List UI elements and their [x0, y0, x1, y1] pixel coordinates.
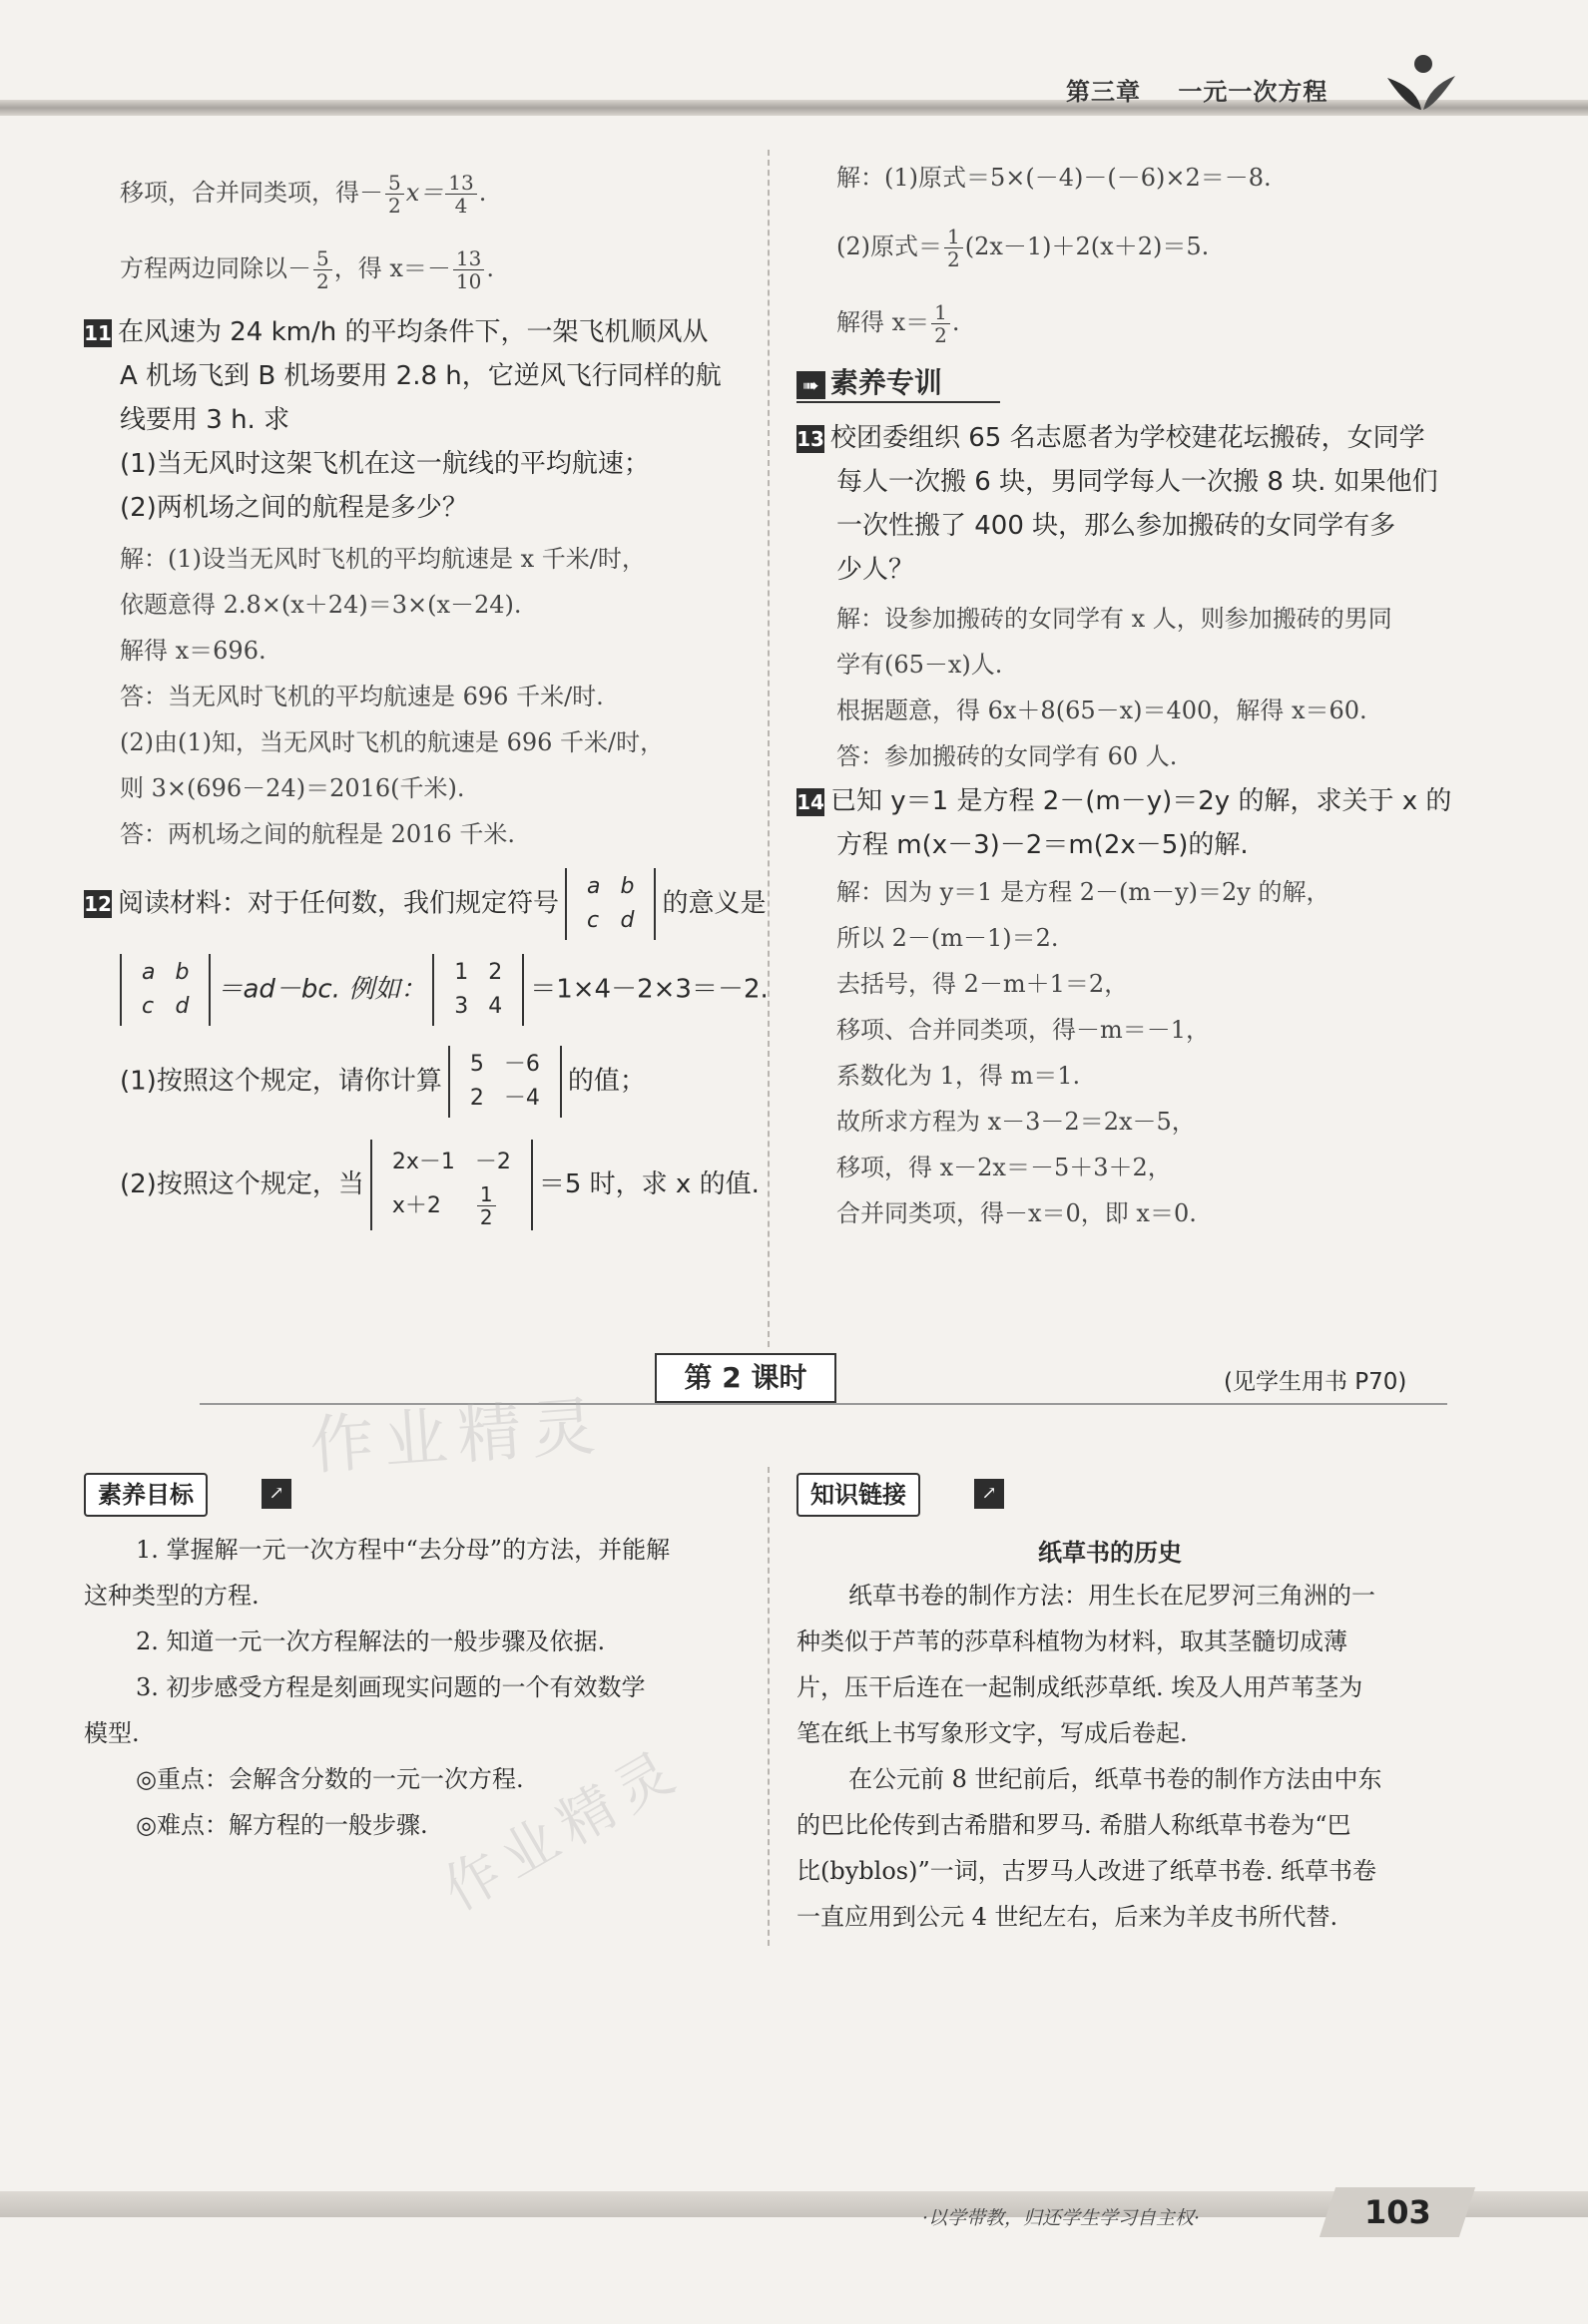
- goal-item: 模型.: [84, 1719, 140, 1747]
- solution-line: 方程两边同除以－ $\frac{5}{2}$ ，得 x＝－ $\frac{13}{10}$ .: [120, 246, 494, 293]
- paragraph-line: 在公元前 8 世纪前后，纸草书卷的制作方法由中东: [848, 1765, 1382, 1793]
- goal-item: 1. 掌握解一元一次方程中“去分母”的方法，并能解: [136, 1536, 671, 1564]
- arrow-corner-icon: ↗: [974, 1479, 1004, 1509]
- question-text: 线要用 3 h. 求: [120, 405, 290, 435]
- solution-line: 所以 2－(m－1)＝2.: [836, 924, 1059, 952]
- goals-list: [84, 1527, 743, 1848]
- paragraph-line: 片，压干后连在一起制成纸莎草纸. 埃及人用芦苇茎为: [796, 1673, 1363, 1701]
- solution-line: 答：参加搬砖的女同学有 60 人.: [836, 742, 1178, 770]
- arrow-corner-icon: ↗: [262, 1479, 291, 1509]
- question-number-badge: 12: [84, 892, 112, 916]
- question-text: 一次性搬了 400 块，那么参加搬砖的女同学有多: [836, 511, 1396, 541]
- question-text: 方程 m(x－3)－2＝m(2x－5)的解.: [836, 830, 1249, 860]
- watermark: 作业精灵: [432, 1735, 694, 1925]
- question-13: 13 校团委组织 65 名志愿者为学校建花坛搬砖，女同学: [796, 423, 1425, 453]
- solution-line: 答：当无风时飞机的平均航速是 696 千米/时.: [120, 683, 604, 710]
- solution-line: 解得 x＝ $\frac{1}{2}$ .: [836, 300, 960, 347]
- determinant-symbol: a b c d: [565, 868, 656, 940]
- paragraph-line: 比(byblos)”一词，古罗马人改进了纸草书卷. 纸草书卷: [796, 1857, 1376, 1885]
- solution-line: (2)原式＝ $\frac{1}{2}$ (2x－1)＋2(x＋2)＝5.: [836, 225, 1210, 271]
- solution-line: 系数化为 1，得 m＝1.: [836, 1062, 1081, 1090]
- column-divider-lower: [768, 1467, 770, 1946]
- goals-tag: 素养目标: [84, 1473, 208, 1517]
- solution-line: (2)由(1)知，当无风时飞机的航速是 696 千米/时，: [120, 728, 665, 756]
- solution-line: 学有(65－x)人.: [836, 651, 1003, 679]
- solution-line: 依题意得 2.8×(x＋24)＝3×(x－24).: [120, 591, 522, 619]
- knowledge-tag: 知识链接: [796, 1473, 920, 1517]
- footer-motto: ·以学带教，归还学生学习自主权·: [922, 2207, 1201, 2229]
- sub-question: (1)按照这个规定，请你计算 5 －6 2 －4 的值；: [120, 1046, 646, 1118]
- question-number-badge: 11: [84, 320, 112, 345]
- difficult-point: ◎难点：解方程的一般步骤.: [136, 1811, 428, 1839]
- paragraph-line: 的巴比伦传到古希腊和罗马. 希腊人称纸草书卷为“巴: [796, 1811, 1351, 1839]
- leaf-logo-icon: [1377, 48, 1457, 118]
- arrow-right-icon: ➠: [796, 371, 825, 399]
- student-book-reference: (见学生用书 P70): [1224, 1369, 1407, 1395]
- solution-line: 合并同类项，得－x＝0，即 x＝0.: [836, 1199, 1197, 1227]
- solution-line: 移项、合并同类项，得－m＝－1，: [836, 1016, 1211, 1044]
- solution-line: 去括号，得 2－m＋1＝2，: [836, 970, 1129, 998]
- solution-line: 答：两机场之间的航程是 2016 千米.: [120, 820, 515, 848]
- solution-line: 故所求方程为 x－3－2＝2x－5，: [836, 1108, 1196, 1136]
- question-text: 少人？: [836, 555, 915, 585]
- question-14: 14 已知 y＝1 是方程 2－(m－y)＝2y 的解，求关于 x 的: [796, 786, 1452, 816]
- question-12: 12 阅读材料：对于任何数，我们规定符号 a b c d 的意义是: [84, 868, 766, 940]
- section-header: ➠ 素养专训: [796, 361, 1000, 403]
- lesson-title: 第 2 课时: [655, 1353, 836, 1403]
- determinant-definition: a b c d ＝ad－bc. 例如： 1 2 3 4 ＝1×4－2×3＝－2.: [120, 954, 769, 1026]
- paragraph-line: 一直应用到公元 4 世纪左右，后来为羊皮书所代替.: [796, 1903, 1338, 1931]
- knowledge-text: [796, 1573, 1455, 1940]
- paragraph-line: 纸草书卷的制作方法：用生长在尼罗河三角洲的一: [848, 1582, 1375, 1610]
- solution-line: 解得 x＝696.: [120, 637, 266, 665]
- goal-item: 这种类型的方程.: [84, 1582, 260, 1610]
- sub-question: (1)当无风时这架飞机在这一航线的平均航速；: [120, 449, 650, 479]
- key-point: ◎重点：会解含分数的一元一次方程.: [136, 1765, 524, 1793]
- sub-question: (2)按照这个规定，当 2x－1 －2 x＋2 $\frac{1}{2}$ ＝5 时，求 x 的值.: [120, 1140, 760, 1230]
- header-band: [0, 100, 1588, 116]
- chapter-header: [1066, 72, 1327, 107]
- chapter-label: 第三章: [1066, 78, 1141, 106]
- paragraph-line: 种类似于芦苇的莎草科植物为材料，取其茎髓切成薄: [796, 1627, 1347, 1655]
- solution-line: 解：设参加搬砖的女同学有 x 人，则参加搬砖的男同: [836, 605, 1392, 633]
- solution-line: 移项，得 x－2x＝－5＋3＋2，: [836, 1154, 1172, 1181]
- page-number: 103: [1320, 2187, 1475, 2237]
- solution-line: 则 3×(696－24)＝2016(千米).: [120, 774, 465, 802]
- goal-item: 3. 初步感受方程是刻画现实问题的一个有效数学: [136, 1673, 646, 1701]
- goal-item: 2. 知道一元一次方程解法的一般步骤及依据.: [136, 1627, 606, 1655]
- question-text: A 机场飞到 B 机场要用 2.8 h，它逆风飞行同样的航: [120, 361, 722, 391]
- knowledge-title: 纸草书的历史: [1038, 1539, 1182, 1567]
- question-number-badge: 14: [796, 789, 824, 814]
- paragraph-line: 笔在纸上书写象形文字，写成后卷起.: [796, 1719, 1188, 1747]
- solution-line: 解：(1)原式＝5×(－4)－(－6)×2＝－8.: [836, 164, 1272, 192]
- chapter-title: 一元一次方程: [1178, 78, 1328, 106]
- solution-line: 移项，合并同类项，得－ $\frac{5}{2}$ x＝ $\frac{13}{4}$ .: [120, 171, 487, 218]
- sub-question: (2)两机场之间的航程是多少？: [120, 493, 468, 523]
- watermark: 作业精灵: [307, 1389, 608, 1485]
- question-11: 11 在风速为 24 km/h 的平均条件下，一架飞机顺风从: [84, 317, 709, 347]
- question-number-badge: 13: [796, 426, 824, 451]
- solution-line: 解：(1)设当无风时飞机的平均航速是 x 千米/时，: [120, 545, 646, 573]
- question-text: 每人一次搬 6 块，男同学每人一次搬 8 块. 如果他们: [836, 467, 1438, 497]
- column-divider: [768, 150, 770, 1347]
- solution-line: 解：因为 y＝1 是方程 2－(m－y)＝2y 的解，: [836, 878, 1330, 906]
- solution-line: 根据题意，得 6x＋8(65－x)＝400，解得 x＝60.: [836, 697, 1367, 724]
